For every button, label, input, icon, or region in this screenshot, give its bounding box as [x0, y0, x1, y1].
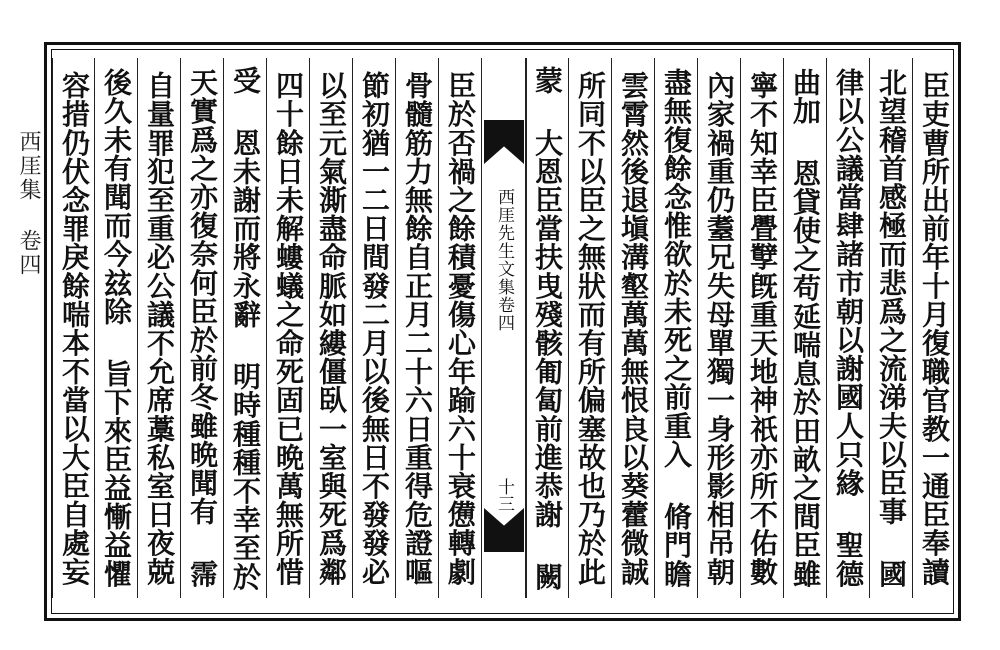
- text-column-l6: 受 恩未謝而將永辭 明時種種不幸至於: [223, 58, 267, 598]
- text-column-l4: 以至元氣澌盡命脈如縷僵臥一室與死爲鄰: [309, 58, 353, 598]
- text-column-r10: 蒙 大恩臣當扶曳殘骸匍匐前進恭謝 闕: [525, 58, 569, 598]
- page-number: 十三: [494, 478, 514, 512]
- text-column-l5: 四十餘日未解螻蟻之命死固已晩萬無所惜: [266, 58, 310, 598]
- text-column-l1: 臣於否禍之餘積憂傷心年踰六十衰憊轉劇: [438, 58, 482, 598]
- text-column-l2: 骨髓筋力無餘自正月二十六日重得危證嘔: [395, 58, 439, 598]
- text-column-r3: 律以公議當肆諸市朝以謝國人只緣 聖德: [826, 58, 870, 598]
- text-column-r7: 盡無復餘念惟欲於未死之前重入 脩門瞻: [654, 58, 698, 598]
- fishtail-top-ornament: [484, 120, 524, 164]
- margin-book-title: 西厓集 卷四: [16, 130, 41, 277]
- text-column-l9: 後久未有聞而今玆除 旨下來臣益慚益懼: [94, 58, 138, 598]
- fishtail-bottom-ornament: [484, 508, 524, 552]
- text-column-l10: 容措仍伏念罪戾餘喘本不當以大臣自處妄: [52, 58, 96, 598]
- text-column-r8: 雲霄然後退塡溝壑萬萬無恨良以葵藿微誠: [611, 58, 655, 598]
- page-frame-inner: [51, 49, 954, 614]
- text-column-r5: 寧不知幸臣舋孼旣重天地神祇亦所不佑數: [740, 58, 784, 598]
- page-frame: [44, 42, 961, 621]
- text-column-r9: 所同不以臣之無狀而有所偏塞故也乃於此: [568, 58, 612, 598]
- text-column-l8: 自量罪犯至重必公議不允席藁私室日夜兢: [137, 58, 181, 598]
- center-book-title: 西厓先生文集卷四: [494, 188, 514, 332]
- text-column-r4: 曲加 恩貸使之苟延喘息於田畝之間臣雖: [783, 58, 827, 598]
- text-column-l7: 天實爲之亦復奈何臣於前冬雖晩聞有 霈: [180, 58, 224, 598]
- center-fold-column: [481, 58, 527, 598]
- text-column-r6: 內家禍重仍耋兄失母單獨一身形影相吊朝: [697, 58, 741, 598]
- text-column-l3: 節初猶一二日間發二月以後無日不發發必: [352, 58, 396, 598]
- text-column-r2: 北望稽首感極而悲爲之流涕夫以臣事 國: [869, 58, 913, 598]
- text-column-r1: 臣吏曹所出前年十月復職官教一通臣奉讀: [912, 58, 956, 598]
